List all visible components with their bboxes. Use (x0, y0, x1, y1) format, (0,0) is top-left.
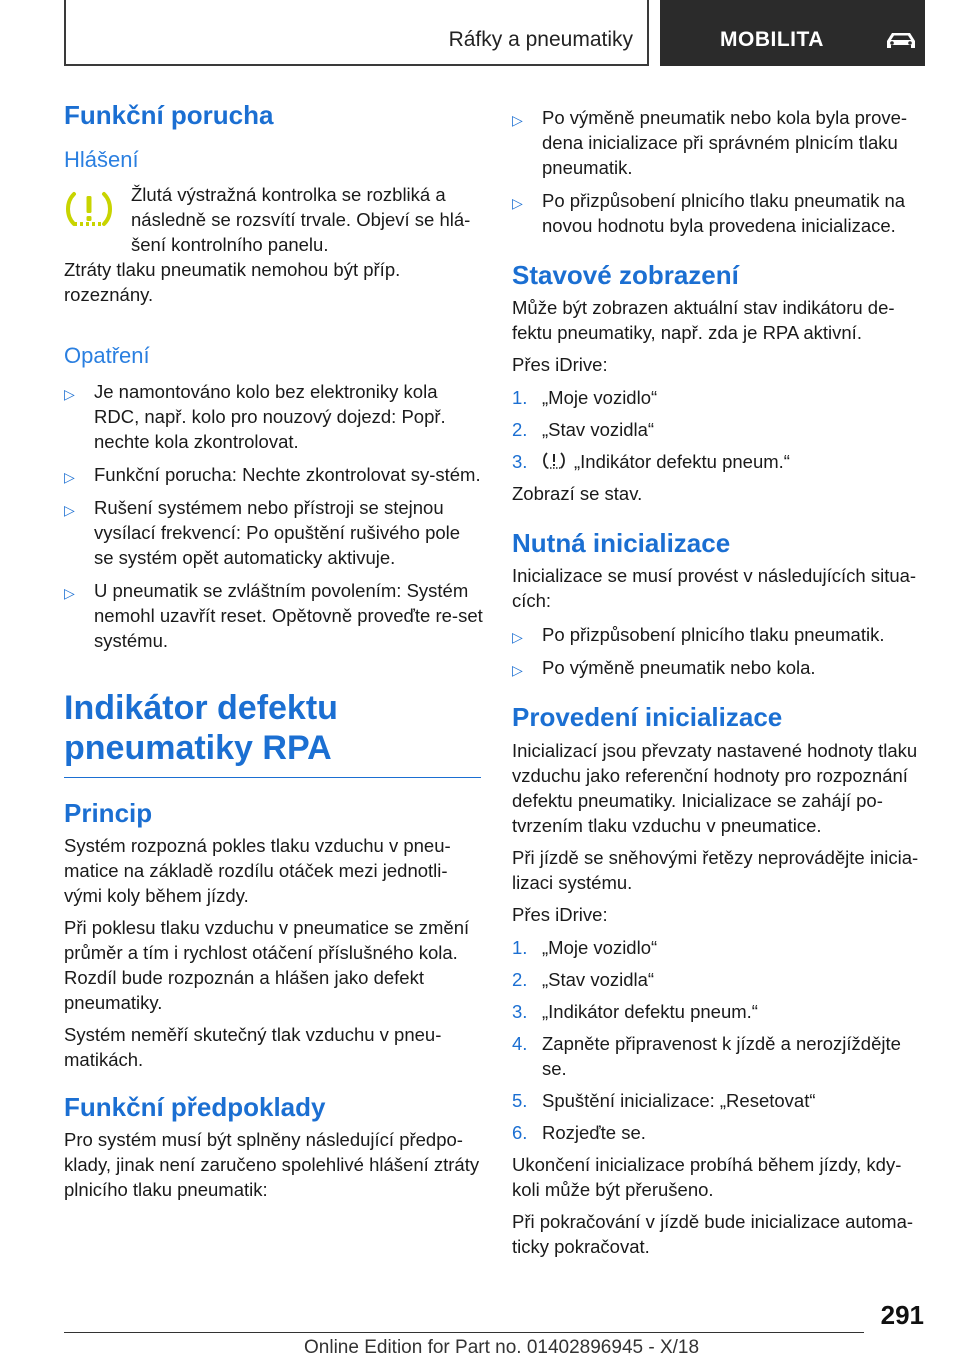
list-item (512, 385, 927, 410)
principle-p1: Systém rozpozná pokles tlaku vzduchu v pneu-matice na základě rozdílu otáček mezi jednotli-vými koly během jízdy. (64, 834, 451, 906)
triangle-bullet-icon: ▷ (64, 584, 75, 601)
list-item (512, 105, 927, 180)
list-item (64, 578, 484, 653)
principle-p2: Při poklesu tlaku vzduchu v pneumatice se změní průměr a tím i rychlost otáčení příslušného kola. Rozdíl bude rozpoznán a hlášen jako defekt pneumatiky. (64, 916, 470, 1013)
init-do-p3: Přes iDrive: (512, 903, 608, 925)
step-text: „Stav vozidla“ (542, 419, 655, 441)
heading-fault: Funkční porucha (64, 100, 274, 130)
principle-p3: Systém neměří skutečný tlak vzduchu v pneu-matikách. (64, 1023, 442, 1070)
measures-list (64, 379, 484, 653)
step-number: 6. (512, 1121, 528, 1143)
init-steps (512, 935, 927, 1145)
step-number: 2. (512, 968, 528, 990)
footer-divider (64, 1332, 864, 1333)
triangle-bullet-icon: ▷ (512, 662, 523, 679)
prerequisites-text: Pro systém musí být splněny následující předpo-klady, jinak není zaručeno spolehlivé hlášení ztráty plnicího tlaku pneumatik: (64, 1128, 480, 1200)
list-item (64, 495, 484, 570)
status-p1: Může být zobrazen aktuální stav indikátoru de-fektu pneumatiky, např. zda je RPA aktivní. (512, 297, 895, 344)
list-item-text: Po přizpůsobení plnicího tlaku pneumatik. (542, 624, 885, 646)
page-header (64, 0, 925, 66)
list-item (512, 999, 927, 1024)
triangle-bullet-icon: ▷ (512, 112, 523, 128)
list-item-text: Funkční porucha: Nechte zkontrolovat sy-stém. (94, 463, 481, 485)
list-item (512, 1120, 927, 1145)
heading-init-needed: Nutná inicializace (512, 528, 731, 559)
status-p3: Zobrazí se stav. (512, 483, 643, 505)
step-text: Spuštění inicializace: „Resetovat“ (542, 1089, 816, 1111)
init-do-p2: Při jízdě se sněhovými řetězy neprovádějte inicia-lizaci systému. (512, 846, 919, 893)
tire-pressure-warning-icon (64, 190, 114, 230)
heading-rpa-line2: pneumatiky RPA (64, 728, 332, 767)
triangle-bullet-icon: ▷ (512, 195, 523, 211)
list-item (512, 417, 927, 442)
list-item-text: Po výměně pneumatik nebo kola. (542, 657, 816, 679)
triangle-bullet-icon: ▷ (64, 468, 75, 485)
step-text: Rozjeďte se. (542, 1121, 646, 1143)
triangle-bullet-icon: ▷ (64, 501, 75, 518)
report-block (64, 182, 484, 307)
step-text: „Moje vozidlo“ (542, 387, 658, 409)
step-number: 3. (512, 1000, 528, 1022)
step-number: 4. (512, 1032, 528, 1054)
list-item (512, 967, 927, 992)
triangle-bullet-icon: ▷ (64, 385, 75, 402)
step-number: 2. (512, 419, 528, 441)
rpa-heading-block (64, 689, 481, 778)
heading-rpa (64, 689, 481, 769)
list-item (64, 462, 484, 487)
list-item-text: Po přizpůsobení plnicího tlaku pneumatik na novou hodnotu byla provedena inicializace. (542, 190, 906, 236)
init-needed-list (512, 622, 927, 680)
list-item (512, 1031, 927, 1081)
heading-principle: Princip (64, 797, 153, 828)
list-item-text: Po výměně pneumatik nebo kola byla prove-dena inicializace při správném plnicím tlaku pneumatik. (542, 107, 908, 178)
step-number: 1. (512, 387, 528, 409)
step-number: 5. (512, 1089, 528, 1111)
triangle-bullet-icon: ▷ (512, 629, 523, 646)
header-section-title: Ráfky a pneumatiky (448, 28, 633, 51)
page-number: 291 (880, 1300, 924, 1330)
footer-edition: Online Edition for Part no. 01402896945 - X/18 (304, 1337, 700, 1358)
status-p2: Přes iDrive: (512, 354, 608, 376)
heading-prerequisites: Funkční předpoklady (64, 1091, 326, 1122)
step-text: „Moje vozidlo“ (542, 936, 658, 958)
prereq-list (512, 105, 927, 238)
list-item (512, 935, 927, 960)
list-item (512, 449, 927, 474)
init-do-p5: Při pokračování v jízdě bude inicializace automa-ticky pokračovat. (512, 1210, 914, 1257)
tire-pressure-icon (542, 451, 566, 471)
heading-status: Stavové zobrazení (512, 260, 739, 290)
heading-rpa-line1: Indikátor defektu (64, 688, 338, 727)
list-item (512, 1088, 927, 1113)
status-steps (512, 385, 927, 474)
right-column (512, 105, 927, 1259)
list-item-text: Rušení systémem nebo přístroji se stejnou vysílací frekvencí: Po opuštění rušivého pole se systém opět automaticky aktivuje. (94, 496, 461, 568)
step-text: „Indikátor defektu pneum.“ (542, 1000, 758, 1022)
list-item (64, 379, 484, 454)
report-text-b: Ztráty tlaku pneumatik nemohou být příp. rozeznány. (64, 258, 401, 305)
step-number: 1. (512, 936, 528, 958)
init-do-p1: Inicializací jsou převzaty nastavené hodnoty tlaku vzduchu jako referenční hodnoty pro rozpoznání defektu pneumatiky. Inicializace se zahájí po-tvrzením tlaku vzduchu v pneumatice. (512, 739, 918, 836)
header-chapter-tab (660, 0, 925, 66)
list-item-text: U pneumatik se zvláštním povolením: Systém nemohl uzavřít reset. Opětovně proveďte re-set systému. (94, 579, 483, 651)
heading-init-do: Provedení inicializace (512, 702, 783, 733)
step-text: Zapněte připravenost k jízdě a nerozjíždějte se. (542, 1032, 901, 1079)
header-chapter-label: MOBILITA (720, 28, 824, 51)
init-do-p4: Ukončení inicializace probíhá během jízdy, kdy-koli může být přerušeno. (512, 1153, 902, 1200)
init-needed-text: Inicializace se musí provést v následujících situa-cích: (512, 565, 917, 612)
header-section-box (64, 0, 649, 66)
left-column (64, 100, 484, 1202)
heading-measures: Opatření (64, 342, 150, 368)
step-number: 3. (512, 451, 528, 473)
list-item-text: Je namontováno kolo bez elektroniky kola RDC, např. kolo pro nouzový dojezd: Popř. nechte kola zkontrolovat. (94, 380, 446, 452)
report-text-a: Žlutá výstražná kontrolka se rozbliká a následně se rozsvítí trvale. Objeví se hlá-šení kontrolního panelu. (131, 183, 471, 255)
list-item (512, 655, 927, 680)
list-item (512, 622, 927, 647)
car-icon (884, 30, 918, 52)
step-text: „Stav vozidla“ (542, 968, 655, 990)
list-item (512, 188, 927, 238)
step-text: „Indikátor defektu pneum.“ (574, 451, 790, 473)
heading-report: Hlášení (64, 147, 139, 173)
